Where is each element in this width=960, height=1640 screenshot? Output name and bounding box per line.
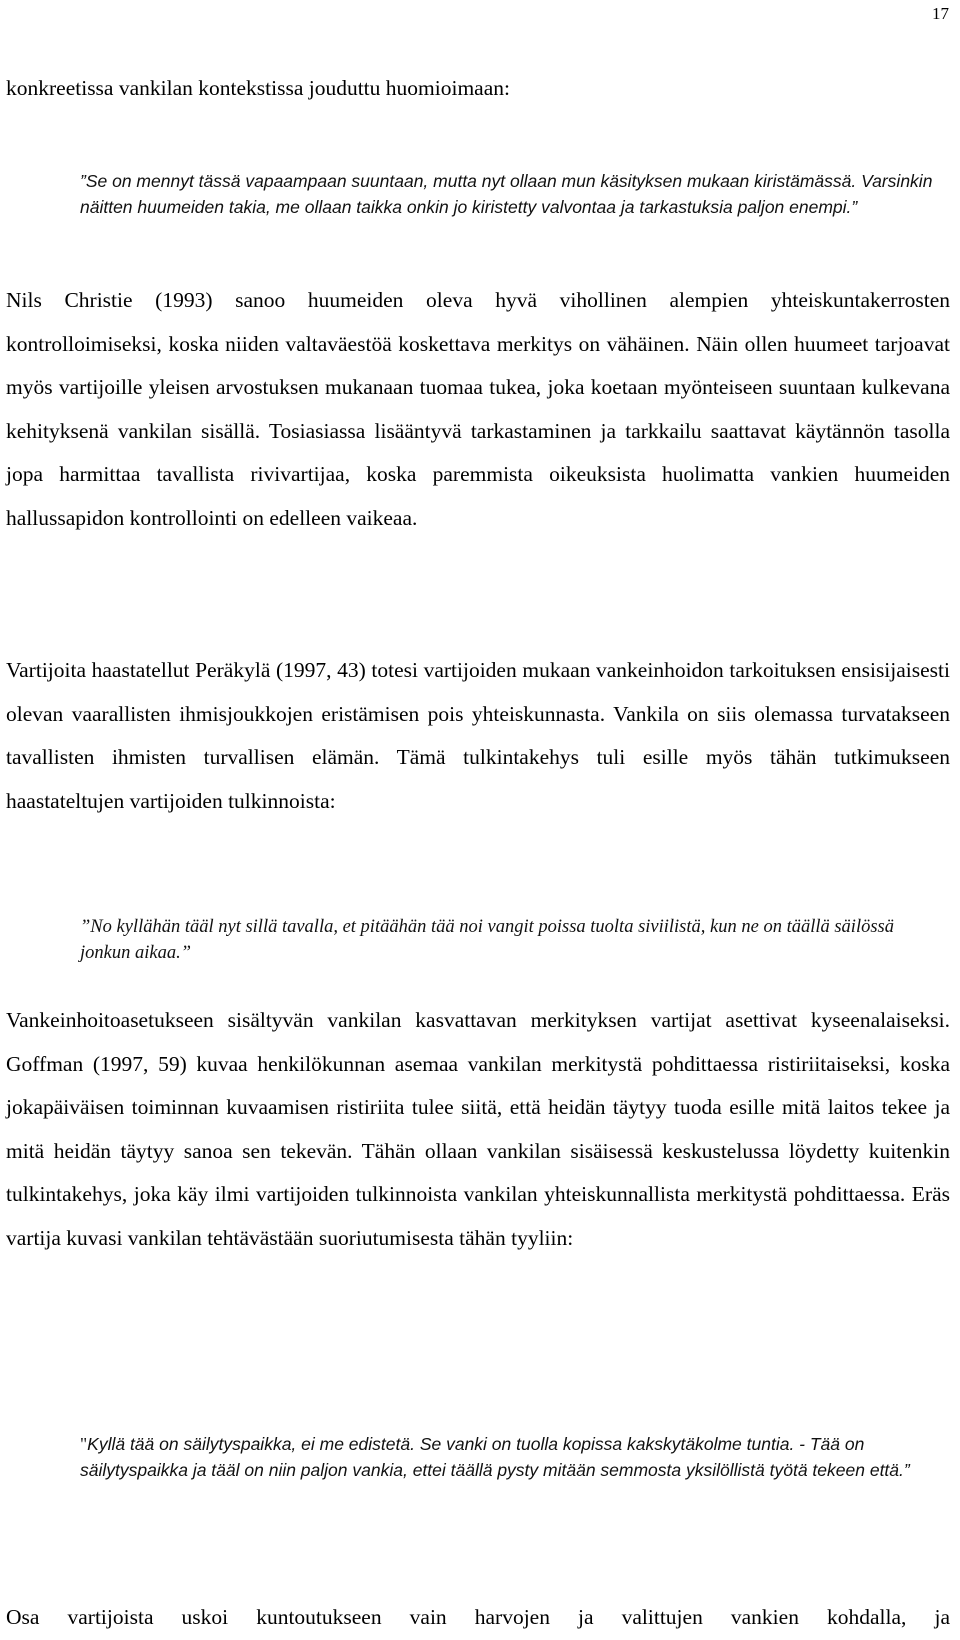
block-quote-1: ”Se on mennyt tässä vapaampaan suuntaan, mutta nyt ollaan mun käsityksen mukaan kiristämässä. Varsinkin näitten huumeiden takia, me ollaan taikka onkin jo kiristetty valvontaa ja tarkastuksia paljon enempi.”: [80, 171, 933, 217]
body-paragraph-1: Nils Christie (1993) sanoo huumeiden oleva hyvä vihollinen alempien yhteiskuntakerrosten kontrolloimiseksi, koska niiden valtaväestöä koskettava merkitys on vähäinen. Näin ollen huumeet tarjoavat myös vartijoille yleisen arvostuksen mukanaan tuomaa tukea, joka koetaan myönteiseen suuntaan kulkevana kehityksenä vankilan sisällä. Tosiasiassa lisääntyvä tarkastaminen ja tarkkailu saattavat käytännön tasolla jopa harmittaa tavallista rivivartijaa, koska paremmista oikeuksista huolimatta vankien huumeiden hallussapidon kontrollointi on edelleen vaikeaa.: [6, 288, 950, 530]
page-number: 17: [932, 4, 949, 23]
body-paragraph-4-start: Osa vartijoista uskoi kuntoutukseen vain harvojen ja valittujen vankien kohdalla, ja: [6, 1605, 950, 1629]
body-paragraph-3: Vankeinhoitoasetukseen sisältyvän vankilan kasvattavan merkityksen vartijat asettivat kyseenalaiseksi. Goffman (1997, 59) kuvaa henkilökunnan asemaa vankilan merkitystä pohdittaessa ristiriitaiseksi, koska jokapäiväisen toiminnan kuvaamisen ristiriita tulee siitä, että heidän täytyy tuoda esille mitä laitos tekee ja mitä heidän täytyy sanoa sen tekevän. Tähän ollaan vankilan sisäisessä keskustelussa löydetty kuitenkin tulkintakehys, joka käy ilmi vartijoiden tulkinnoista vankilan yhteiskunnallista merkitystä pohdittaessa. Eräs vartija kuvasi vankilan tehtävästään suoriutumisesta tähän tyyliin:: [6, 1008, 950, 1250]
block-quote-3: [80, 1431, 946, 1483]
body-paragraph-2: Vartijoita haastatellut Peräkylä (1997, 43) totesi vartijoiden mukaan vankeinhoidon tarkoituksen ensisijaisesti olevan vaarallisten ihmisjoukkojen eristämisen pois yhteiskunnasta. Vankila on siis olemassa turvatakseen tavallisten ihmisten turvallisen elämän. Tämä tulkintakehys tuli esille myös tähän tutkimukseen haastateltujen vartijoiden tulkinnoista:: [6, 658, 950, 813]
block-quote-2: ”No kyllähän tääl nyt sillä tavalla, et pitäähän tää noi vangit poissa tuolta siviilistä, kun ne on täällä säilössä jonkun aikaa.”: [80, 917, 894, 963]
intro-line: konkreetissa vankilan kontekstissa jouduttu huomioimaan:: [6, 76, 510, 100]
quote-open-mark: ": [80, 1434, 88, 1454]
block-quote-3-text: Kyllä tää on säilytyspaikka, ei me edistetä. Se vanki on tuolla kopissa kakskytäkolme tuntia. - Tää on säilytyspaikka ja tääl on niin paljon vankia, ettei täällä pysty mitään semmosta yksilöllistä työtä tekeen että.”: [80, 1434, 910, 1480]
